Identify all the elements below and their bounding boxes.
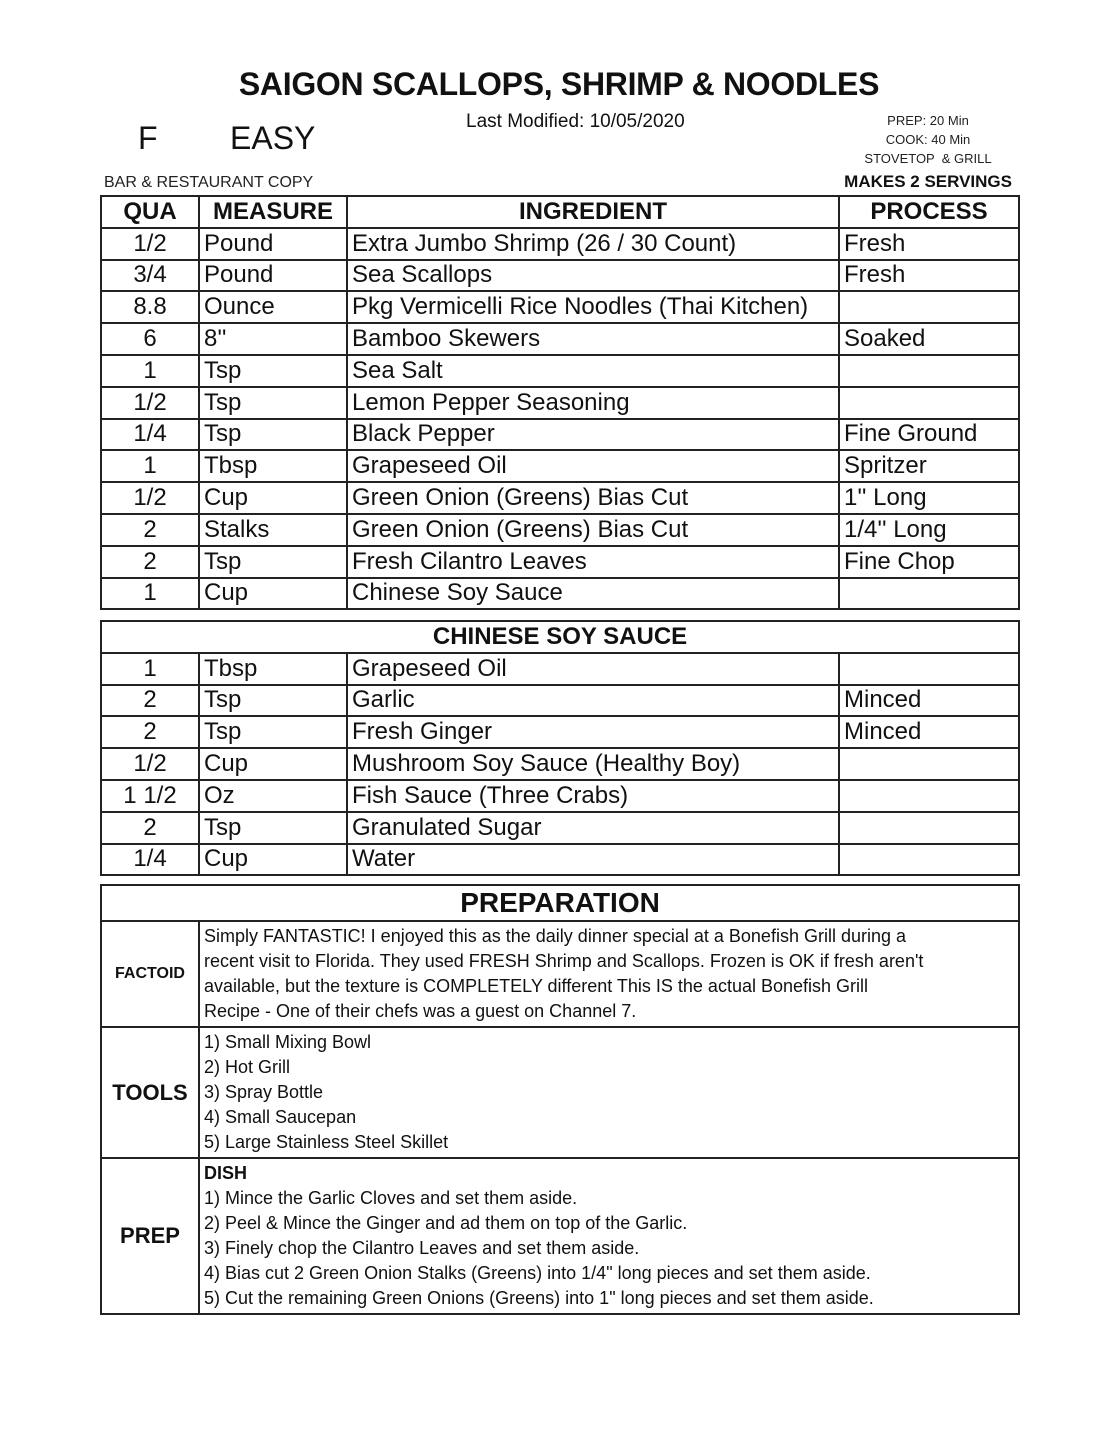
measure-cell: Tsp [199,419,347,451]
factoid-line: available, but the texture is COMPLETELY different This IS the actual Bonefish Grill [204,976,869,996]
ingredient-row [101,578,1019,610]
tool-item: 1) Small Mixing Bowl [204,1032,372,1052]
process-cell: 1'' Long [839,482,1019,514]
process-cell [839,291,1019,323]
prep-row [101,1158,1019,1314]
process-cell [839,748,1019,780]
tools-list [199,1027,1019,1158]
ingredient-cell: Sea Salt [347,355,839,387]
ingredient-cell: Fresh Cilantro Leaves [347,546,839,578]
measure-cell: Oz [199,780,347,812]
ingredient-cell: Chinese Soy Sauce [347,578,839,610]
column-header-process: PROCESS [839,196,1019,228]
measure-cell: Tsp [199,685,347,717]
ingredient-row [101,260,1019,292]
process-cell [839,387,1019,419]
ingredient-row [101,844,1019,876]
process-cell: Soaked [839,323,1019,355]
measure-cell: 8'' [199,323,347,355]
qua-cell: 8.8 [101,291,199,323]
tools-row [101,1027,1019,1158]
factoid-line: recent visit to Florida. They used FRESH Shrimp and Scallops. Frozen is OK if fresh aren't [204,951,924,971]
ingredient-cell: Mushroom Soy Sauce (Healthy Boy) [347,748,839,780]
ingredient-cell: Green Onion (Greens) Bias Cut [347,482,839,514]
recipe-difficulty: EASY [230,120,316,156]
ingredient-row [101,546,1019,578]
measure-cell: Ounce [199,291,347,323]
prep-steps [199,1158,1019,1314]
sauce-table [100,620,1020,876]
process-cell: Fresh [839,260,1019,292]
qua-cell: 3/4 [101,260,199,292]
preparation-table [100,884,1020,1315]
process-cell: Fresh [839,228,1019,260]
prep-step: 5) Cut the remaining Green Onions (Greens) into 1" long pieces and set them aside. [204,1288,874,1308]
recipe-title: SAIGON SCALLOPS, SHRIMP & NOODLES [238,66,880,102]
ingredient-row [101,653,1019,685]
qua-cell: 1/4 [101,844,199,876]
ingredient-cell: Pkg Vermicelli Rice Noodles (Thai Kitchen) [347,291,839,323]
qua-cell: 2 [101,716,199,748]
qua-cell: 1 [101,355,199,387]
ingredient-cell: Granulated Sugar [347,812,839,844]
recipe-grade: F [138,120,158,156]
ingredient-row [101,419,1019,451]
ingredients-table [100,195,1020,610]
measure-cell: Tbsp [199,450,347,482]
qua-cell: 1/4 [101,419,199,451]
prep-time: PREP: 20 Min [887,113,969,128]
qua-cell: 6 [101,323,199,355]
prep-step: 2) Peel & Mince the Ginger and ad them on top of the Garlic. [204,1213,688,1233]
ingredient-cell: Grapeseed Oil [347,450,839,482]
cook-method: STOVETOP & GRILL [864,151,992,166]
ingredient-row [101,716,1019,748]
ingredient-row [101,514,1019,546]
process-cell [839,653,1019,685]
sauce-title: CHINESE SOY SAUCE [101,621,1019,653]
ingredient-cell: Green Onion (Greens) Bias Cut [347,514,839,546]
tools-label: TOOLS [101,1027,199,1158]
factoid-row [101,921,1019,1027]
ingredient-row [101,748,1019,780]
qua-cell: 2 [101,546,199,578]
measure-cell: Tsp [199,546,347,578]
ingredient-cell: Fish Sauce (Three Crabs) [347,780,839,812]
qua-cell: 1/2 [101,387,199,419]
preparation-title: PREPARATION [101,885,1019,921]
process-cell [839,780,1019,812]
ingredient-cell: Black Pepper [347,419,839,451]
process-cell [839,812,1019,844]
ingredient-cell: Lemon Pepper Seasoning [347,387,839,419]
measure-cell: Tsp [199,387,347,419]
column-header-qua: QUA [101,196,199,228]
qua-cell: 2 [101,685,199,717]
qua-cell: 1 1/2 [101,780,199,812]
process-cell [839,844,1019,876]
process-cell: Fine Ground [839,419,1019,451]
factoid-label: FACTOID [101,921,199,1027]
column-header-ingredient: INGREDIENT [347,196,839,228]
tool-item: 3) Spray Bottle [204,1082,324,1102]
process-cell: 1/4'' Long [839,514,1019,546]
process-cell: Fine Chop [839,546,1019,578]
ingredient-cell: Garlic [347,685,839,717]
measure-cell: Pound [199,260,347,292]
measure-cell: Cup [199,844,347,876]
measure-cell: Cup [199,748,347,780]
measure-cell: Cup [199,578,347,610]
factoid-line: Simply FANTASTIC! I enjoyed this as the daily dinner special at a Bonefish Grill during a [204,926,906,946]
ingredient-row [101,323,1019,355]
tool-item: 5) Large Stainless Steel Skillet [204,1132,449,1152]
servings: MAKES 2 SERVINGS [844,172,1012,191]
sauce-title-row [101,621,1019,653]
preparation-title-row [101,885,1019,921]
prep-label: PREP [101,1158,199,1314]
tool-item: 2) Hot Grill [204,1057,291,1077]
ingredient-cell: Water [347,844,839,876]
ingredient-row [101,812,1019,844]
copy-type: BAR & RESTAURANT COPY [104,174,314,191]
ingredient-row [101,291,1019,323]
measure-cell: Tsp [199,812,347,844]
ingredient-row [101,780,1019,812]
ingredient-row [101,355,1019,387]
process-cell: Spritzer [839,450,1019,482]
cook-time: COOK: 40 Min [885,132,971,147]
qua-cell: 1 [101,578,199,610]
ingredient-cell: Extra Jumbo Shrimp (26 / 30 Count) [347,228,839,260]
time-info [840,111,1016,168]
ingredient-row [101,685,1019,717]
ingredient-cell: Fresh Ginger [347,716,839,748]
qua-cell: 1/2 [101,482,199,514]
prep-step: 1) Mince the Garlic Cloves and set them aside. [204,1188,578,1208]
process-cell: Minced [839,685,1019,717]
ingredient-row [101,482,1019,514]
process-cell [839,355,1019,387]
prep-heading: DISH [204,1163,248,1183]
measure-cell: Tbsp [199,653,347,685]
prep-step: 3) Finely chop the Cilantro Leaves and set them aside. [204,1238,640,1258]
ingredient-cell: Grapeseed Oil [347,653,839,685]
qua-cell: 2 [101,812,199,844]
qua-cell: 2 [101,514,199,546]
factoid-text [199,921,1019,1027]
measure-cell: Stalks [199,514,347,546]
ingredient-row [101,228,1019,260]
ingredient-cell: Sea Scallops [347,260,839,292]
ingredient-cell: Bamboo Skewers [347,323,839,355]
qua-cell: 1 [101,653,199,685]
ingredient-row [101,387,1019,419]
ingredients-header-row [101,196,1019,228]
measure-cell: Pound [199,228,347,260]
factoid-line: Recipe - One of their chefs was a guest on Channel 7. [204,1001,637,1021]
qua-cell: 1/2 [101,748,199,780]
process-cell: Minced [839,716,1019,748]
qua-cell: 1/2 [101,228,199,260]
process-cell [839,578,1019,610]
qua-cell: 1 [101,450,199,482]
ingredient-row [101,450,1019,482]
measure-cell: Tsp [199,355,347,387]
column-header-measure: MEASURE [199,196,347,228]
tool-item: 4) Small Saucepan [204,1107,357,1127]
measure-cell: Cup [199,482,347,514]
prep-step: 4) Bias cut 2 Green Onion Stalks (Greens) into 1/4" long pieces and set them aside. [204,1263,871,1283]
measure-cell: Tsp [199,716,347,748]
last-modified: Last Modified: 10/05/2020 [466,111,685,132]
